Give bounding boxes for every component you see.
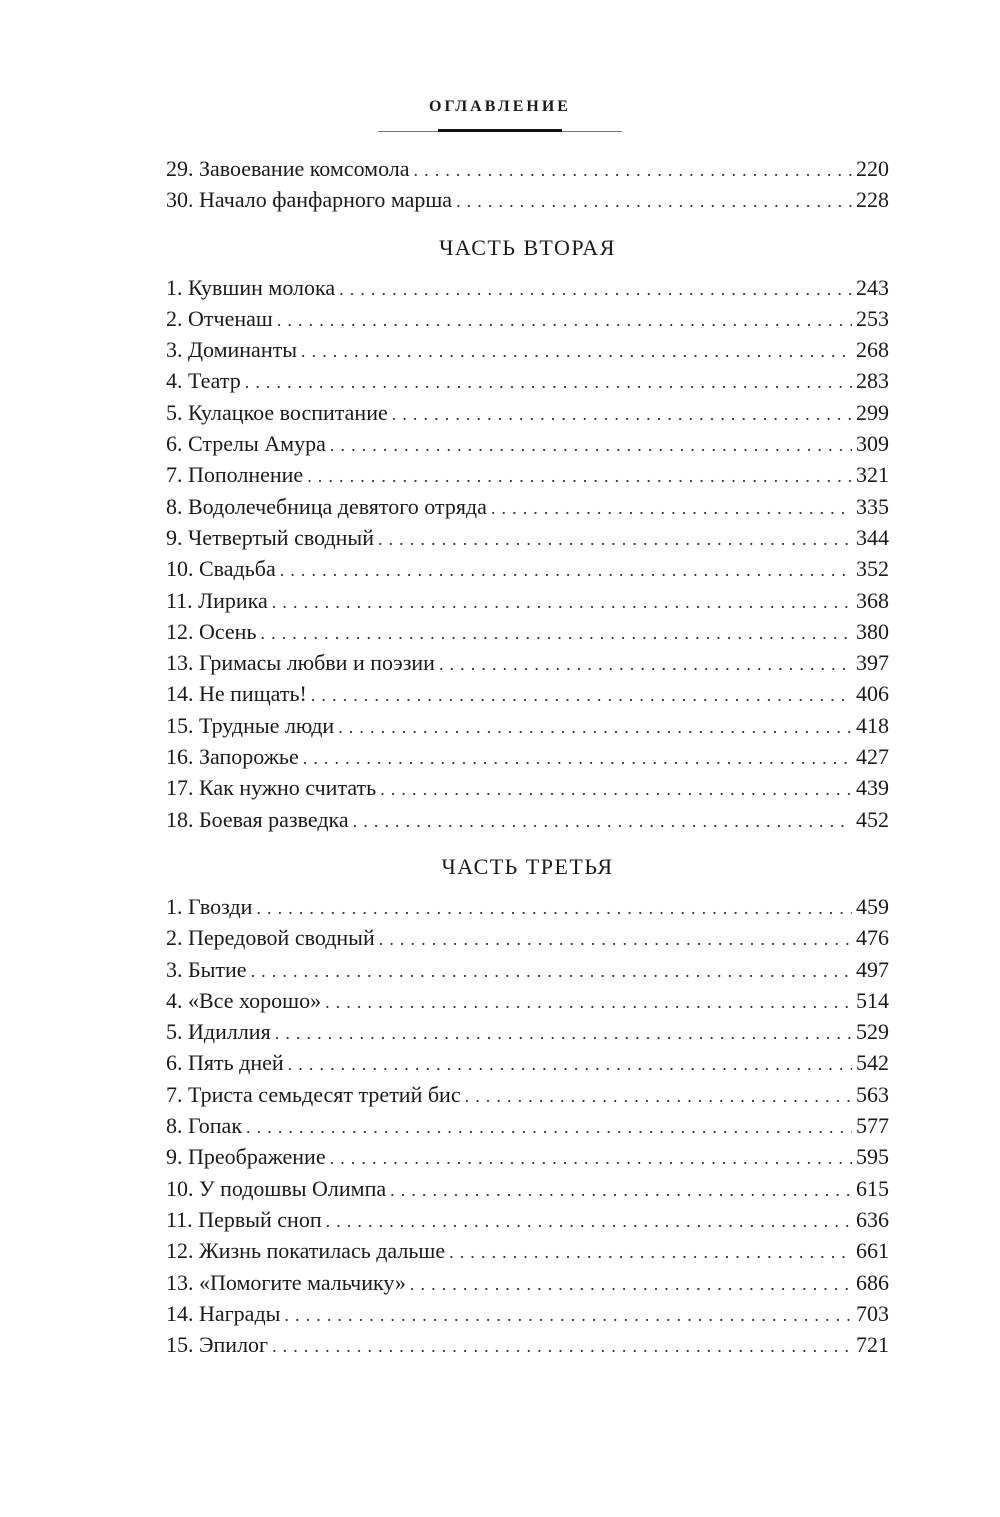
chapter-title: 2. Передовой сводный xyxy=(166,925,375,951)
toc-entry xyxy=(166,1141,889,1172)
page-number: 268 xyxy=(856,337,889,363)
dot-leader xyxy=(272,1331,852,1362)
page-number: 636 xyxy=(856,1206,889,1232)
dot-leader xyxy=(456,186,852,217)
chapter-title: 2. Отченаш xyxy=(166,305,273,331)
toc-entry xyxy=(166,553,889,584)
toc-entry xyxy=(166,397,889,428)
chapter-title: 7. Пополнение xyxy=(166,462,304,488)
dot-leader xyxy=(246,1112,852,1143)
toc-entry xyxy=(166,804,889,835)
toc-entry xyxy=(166,1016,889,1047)
dot-leader xyxy=(277,305,852,336)
chapter-title: 1. Кувшин молока xyxy=(166,274,336,300)
chapter-title: 5. Идиллия xyxy=(166,1019,271,1045)
dot-leader xyxy=(288,1049,852,1080)
toc-entry xyxy=(166,741,889,772)
part-heading: ЧАСТЬ ТРЕТЬЯ xyxy=(441,853,614,879)
page-number: 577 xyxy=(856,1113,889,1139)
dot-leader xyxy=(339,274,852,305)
page-number: 497 xyxy=(856,956,889,982)
page-number: 476 xyxy=(856,925,889,951)
toc-entry xyxy=(166,647,889,678)
chapter-title: 7. Триста семьдесят третий бис xyxy=(166,1081,461,1107)
page-number: 542 xyxy=(856,1050,889,1076)
toc-entry xyxy=(166,184,889,215)
toc-entry xyxy=(166,365,889,396)
chapter-title: 15. Эпилог xyxy=(166,1332,269,1358)
page-number: 253 xyxy=(856,305,889,331)
dot-leader xyxy=(325,987,852,1018)
dot-leader xyxy=(414,155,852,186)
page-number: 439 xyxy=(856,775,889,801)
chapter-title: 4. Театр xyxy=(166,368,241,394)
page-number: 299 xyxy=(856,399,889,425)
chapter-title: 6. Стрелы Амура xyxy=(166,431,326,457)
page-number: 721 xyxy=(856,1332,889,1358)
dot-leader xyxy=(303,743,852,774)
dot-leader xyxy=(307,461,852,492)
page-number: 335 xyxy=(856,493,889,519)
page-number: 452 xyxy=(856,806,889,832)
chapter-title: 13. «Помогите мальчику» xyxy=(166,1269,406,1295)
page-number: 615 xyxy=(856,1175,889,1201)
chapter-title: 8. Водолечебница девятого отряда xyxy=(166,493,487,519)
toc-entry xyxy=(166,891,889,922)
chapter-title: 10. У подошвы Олимпа xyxy=(166,1175,387,1201)
toc-entry xyxy=(166,459,889,490)
toc-entry xyxy=(166,922,889,953)
page-number: 228 xyxy=(856,187,889,213)
chapter-title: 3. Бытие xyxy=(166,956,247,982)
chapter-title: 12. Осень xyxy=(166,618,257,644)
dot-leader xyxy=(251,956,852,987)
chapter-title: 6. Пять дней xyxy=(166,1050,284,1076)
toc-entry xyxy=(166,1298,889,1329)
page-number: 344 xyxy=(856,524,889,550)
page-number: 563 xyxy=(856,1081,889,1107)
page-number: 283 xyxy=(856,368,889,394)
page-number: 368 xyxy=(856,587,889,613)
dot-leader xyxy=(280,555,852,586)
dot-leader xyxy=(491,493,852,524)
chapter-title: 15. Трудные люди xyxy=(166,712,335,738)
chapter-title: 9. Преображение xyxy=(166,1144,326,1170)
toc-entry xyxy=(166,585,889,616)
chapter-title: 8. Гопак xyxy=(166,1113,243,1139)
page-number: 661 xyxy=(856,1238,889,1264)
page-number: 321 xyxy=(856,462,889,488)
dot-leader xyxy=(301,336,852,367)
toc-entry xyxy=(166,1173,889,1204)
dot-leader xyxy=(272,587,852,618)
dot-leader xyxy=(410,1269,852,1300)
toc-entry xyxy=(166,678,889,709)
chapter-title: 5. Кулацкое воспитание xyxy=(166,399,388,425)
chapter-title: 11. Первый сноп xyxy=(166,1206,322,1232)
page-number: 418 xyxy=(856,712,889,738)
dot-leader xyxy=(449,1237,852,1268)
dot-leader xyxy=(330,430,852,461)
toc-entry xyxy=(166,954,889,985)
chapter-title: 9. Четвертый сводный xyxy=(166,524,374,550)
dot-leader xyxy=(330,1143,852,1174)
dot-leader xyxy=(439,649,852,680)
dot-leader xyxy=(353,806,852,837)
dot-leader xyxy=(380,774,852,805)
page-number: 703 xyxy=(856,1300,889,1326)
toc-entry xyxy=(166,1235,889,1266)
toc-entry xyxy=(166,772,889,803)
toc-entry xyxy=(166,1110,889,1141)
toc-entry xyxy=(166,522,889,553)
chapter-title: 11. Лирика xyxy=(166,587,268,613)
page-number: 352 xyxy=(856,556,889,582)
chapter-title: 14. Не пищать! xyxy=(166,681,307,707)
table-of-contents xyxy=(166,153,889,1360)
toc-entry xyxy=(166,616,889,647)
running-head: ОГЛАВЛЕНИЕ xyxy=(429,98,571,115)
dot-leader xyxy=(465,1081,852,1112)
dot-leader xyxy=(275,1018,852,1049)
header-rule-accent xyxy=(438,129,562,132)
dot-leader xyxy=(392,399,852,430)
page-number: 406 xyxy=(856,681,889,707)
page-number: 309 xyxy=(856,431,889,457)
toc-entry xyxy=(166,1204,889,1235)
dot-leader xyxy=(378,524,852,555)
page-number: 514 xyxy=(856,987,889,1013)
part-heading: ЧАСТЬ ВТОРАЯ xyxy=(439,234,616,260)
page-number: 220 xyxy=(856,156,889,181)
dot-leader xyxy=(338,712,852,743)
page-number: 397 xyxy=(856,650,889,676)
chapter-title: 30. Начало фанфарного марша xyxy=(166,187,453,213)
toc-entry xyxy=(166,1079,889,1110)
chapter-title: 17. Как нужно считать xyxy=(166,775,377,801)
chapter-title: 3. Доминанты xyxy=(166,337,297,363)
toc-entry xyxy=(166,710,889,741)
chapter-title: 16. Запорожье xyxy=(166,744,299,770)
page-number: 427 xyxy=(856,744,889,770)
dot-leader xyxy=(390,1175,852,1206)
toc-entry xyxy=(166,428,889,459)
toc-entry xyxy=(166,1329,889,1360)
chapter-title: 1. Гвозди xyxy=(166,893,253,919)
toc-entry xyxy=(166,985,889,1016)
dot-leader xyxy=(326,1206,852,1237)
chapter-title: 10. Свадьба xyxy=(166,556,276,582)
toc-entry xyxy=(166,491,889,522)
chapter-title: 14. Награды xyxy=(166,1300,281,1326)
dot-leader xyxy=(245,367,852,398)
page-number: 686 xyxy=(856,1269,889,1295)
page-number: 595 xyxy=(856,1144,889,1170)
page-number: 459 xyxy=(856,893,889,919)
toc-entry xyxy=(166,334,889,365)
chapter-title: 4. «Все хорошо» xyxy=(166,987,322,1013)
dot-leader xyxy=(311,680,852,711)
chapter-title: 29. Завоевание комсомола xyxy=(166,156,410,181)
toc-entry xyxy=(166,1267,889,1298)
page-number: 380 xyxy=(856,618,889,644)
chapter-title: 13. Гримасы любви и поэзии xyxy=(166,650,435,676)
toc-entry xyxy=(166,153,889,184)
toc-entry xyxy=(166,272,889,303)
dot-leader xyxy=(256,893,852,924)
toc-entry xyxy=(166,1047,889,1078)
dot-leader xyxy=(284,1300,852,1331)
dot-leader xyxy=(379,924,852,955)
dot-leader xyxy=(261,618,853,649)
chapter-title: 18. Боевая разведка xyxy=(166,806,349,832)
page-number: 243 xyxy=(856,274,889,300)
page-number: 529 xyxy=(856,1019,889,1045)
toc-entry xyxy=(166,303,889,334)
chapter-title: 12. Жизнь покатилась дальше xyxy=(166,1238,446,1264)
